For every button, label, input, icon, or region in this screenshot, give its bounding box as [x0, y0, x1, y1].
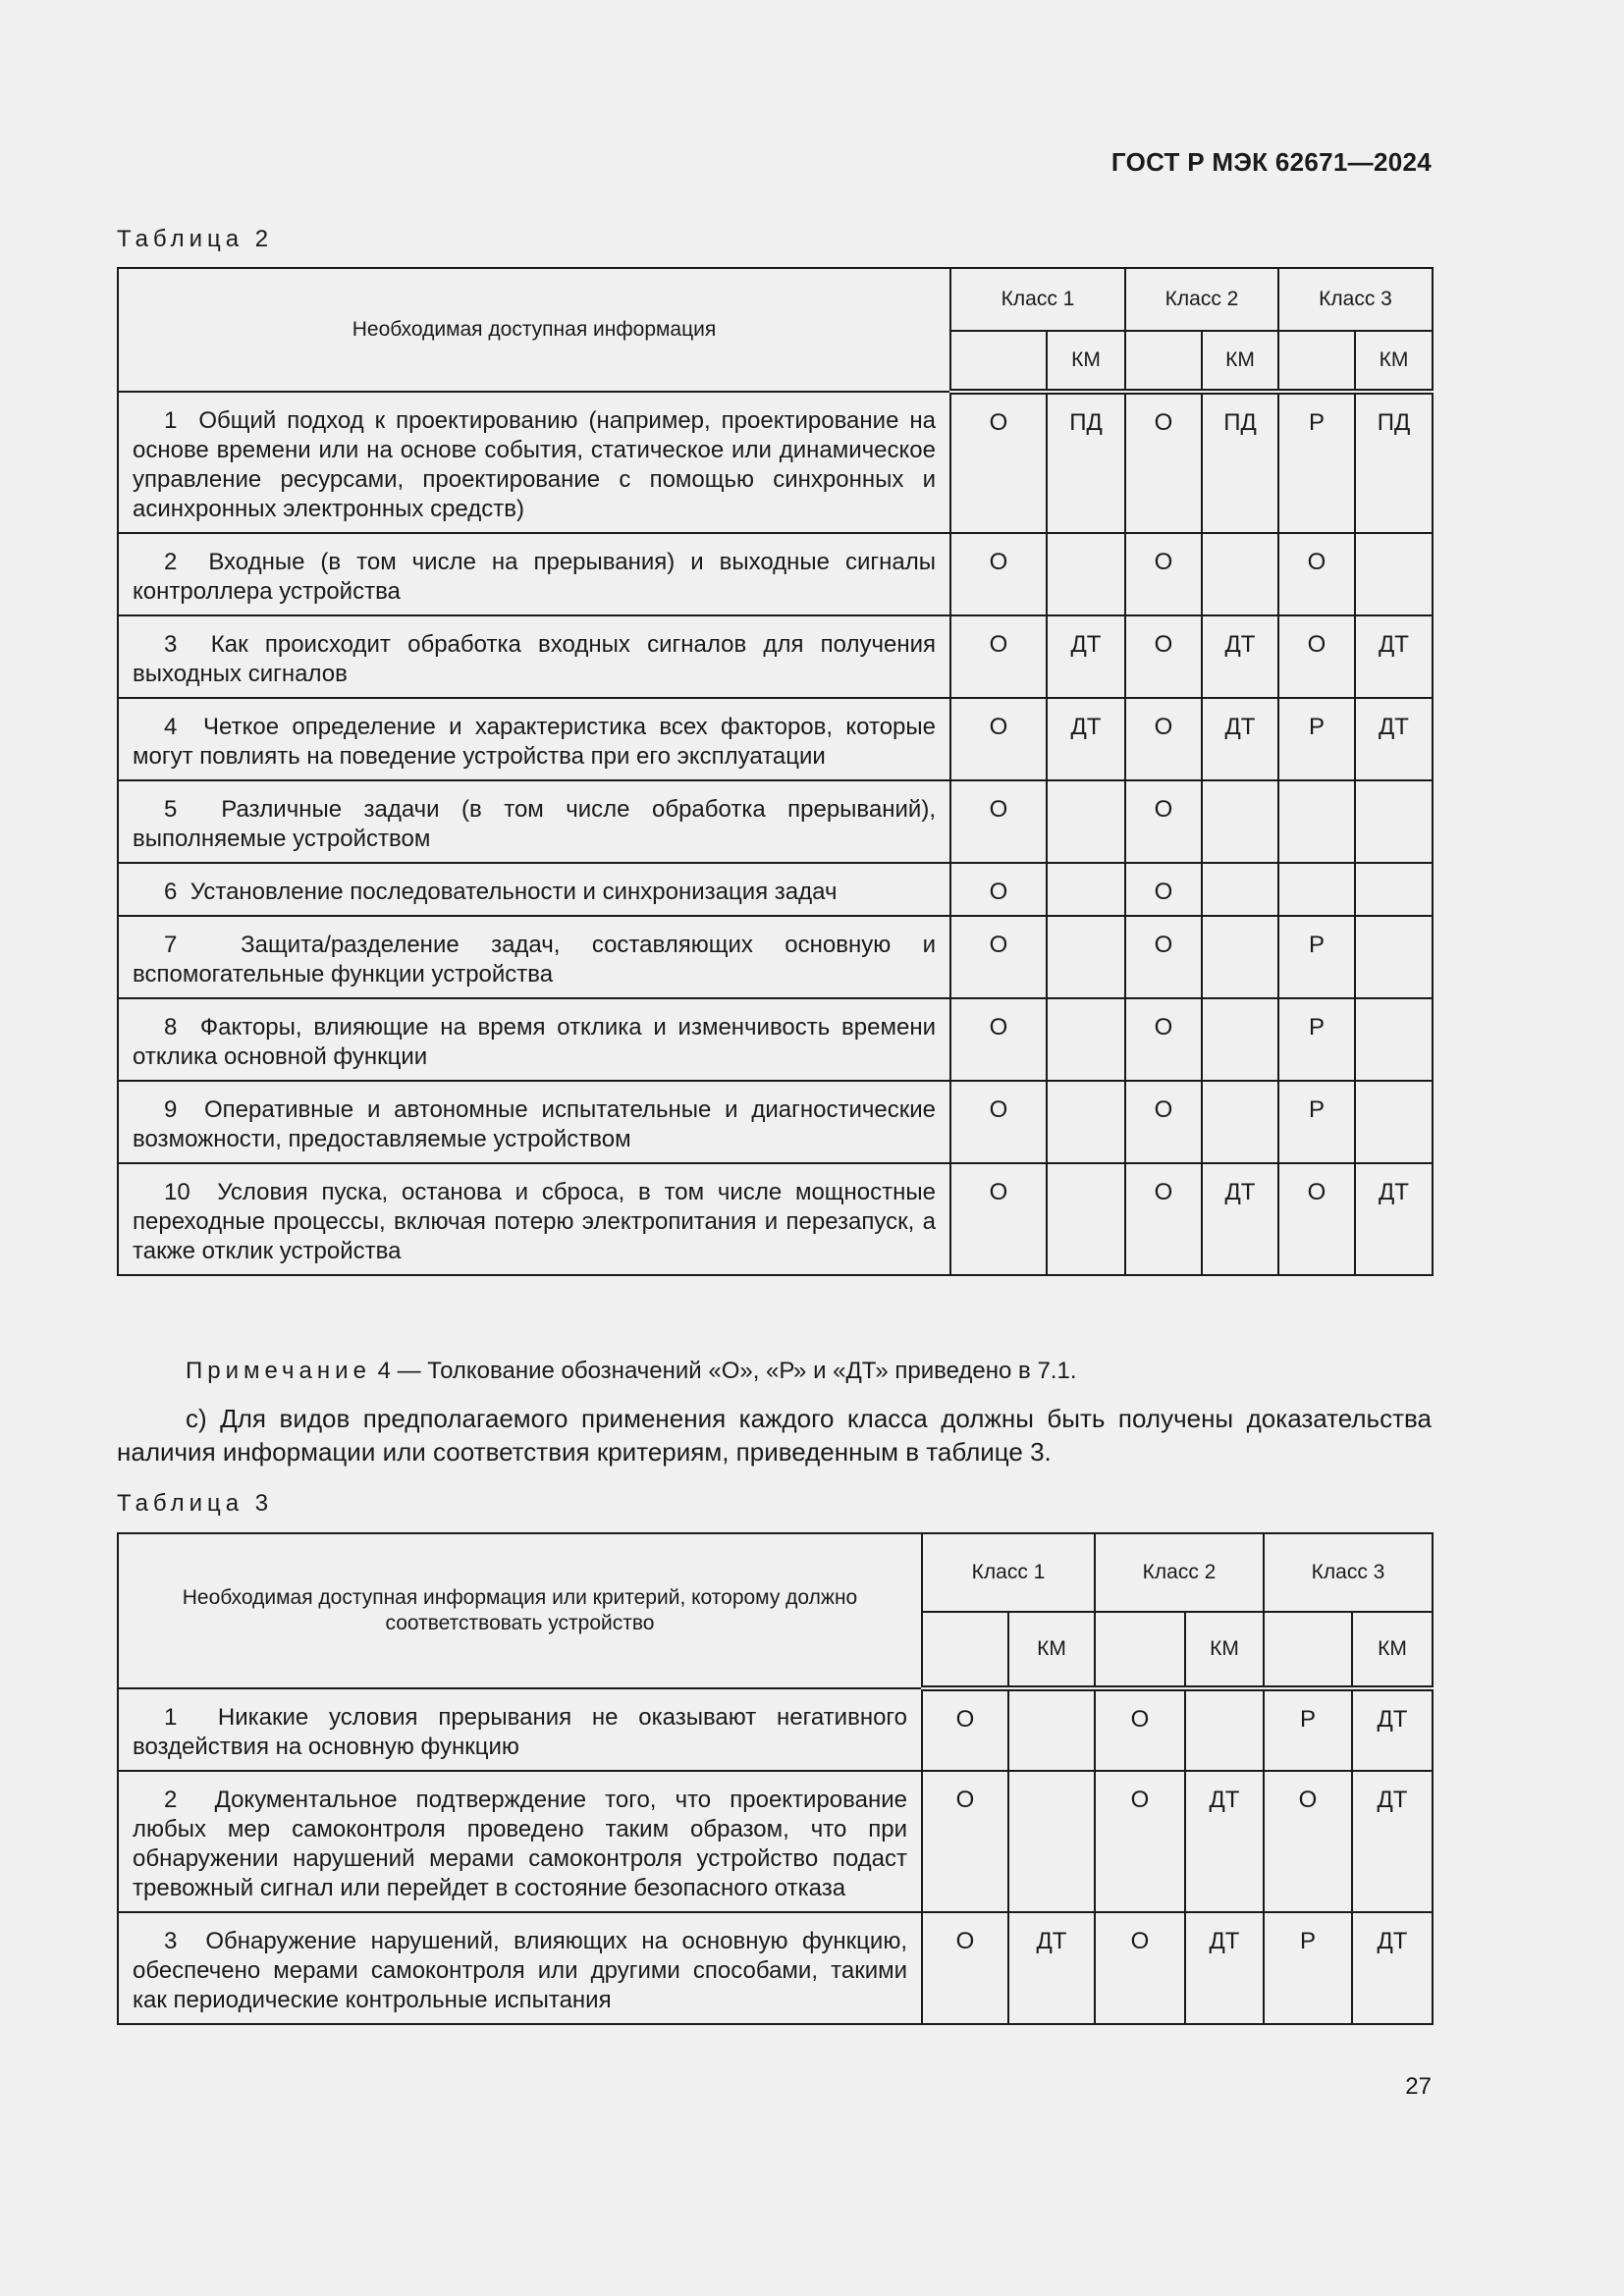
row-description: [118, 1081, 950, 1163]
row-value: ДТ: [1185, 1771, 1264, 1912]
row-text: Защита/разделение задач, составляющих основную и вспомогательные функции устройства: [133, 932, 936, 988]
row-value: Р: [1278, 916, 1355, 998]
row-value: [1202, 1081, 1278, 1163]
row-value: О: [950, 1081, 1047, 1163]
row-value: [1355, 780, 1433, 863]
table-2: [117, 267, 1434, 1276]
table-row: [118, 1081, 1433, 1163]
row-text: Факторы, влияющие на время отклика и изменчивость времени отклика основной функции: [133, 1014, 936, 1070]
row-text: Как происходит обработка входных сигналов для получения выходных сигналов: [133, 631, 936, 687]
row-description: [118, 998, 950, 1081]
table2-header-info: Необходимая доступная информация: [118, 268, 950, 392]
table2-subheader-km: КМ: [1355, 331, 1433, 392]
row-value: [1278, 780, 1355, 863]
row-number: 3: [164, 1928, 178, 1954]
row-value: О: [1125, 615, 1202, 698]
row-value: О: [950, 392, 1047, 533]
row-value: О: [950, 615, 1047, 698]
row-value: ДТ: [1008, 1912, 1095, 2024]
row-value: О: [1125, 1163, 1202, 1275]
row-text: Оперативные и автономные испытательные и диагностические возможности, предоставляемые устройством: [133, 1096, 936, 1152]
row-value: Р: [1278, 392, 1355, 533]
table3-subheader-blank: [1264, 1612, 1352, 1688]
row-value: Р: [1264, 1688, 1352, 1771]
row-value: [1355, 916, 1433, 998]
table3-header-info: Необходимая доступная информация или критерий, которому должно соответствовать устройство: [118, 1533, 922, 1688]
table-row: [118, 533, 1433, 615]
row-value: ДТ: [1047, 615, 1125, 698]
row-value: О: [950, 780, 1047, 863]
table-row: [118, 916, 1433, 998]
table3-subheader-km: КМ: [1352, 1612, 1433, 1688]
row-description: [118, 863, 950, 916]
row-value: О: [1095, 1688, 1185, 1771]
row-value: [1355, 1081, 1433, 1163]
table2-header-class2: Класс 2: [1125, 268, 1278, 331]
row-value: О: [1278, 615, 1355, 698]
row-value: О: [1125, 698, 1202, 780]
row-number: 2: [164, 1787, 178, 1813]
row-value: [1047, 533, 1125, 615]
row-value: О: [950, 916, 1047, 998]
row-value: ДТ: [1047, 698, 1125, 780]
row-value: [1355, 533, 1433, 615]
row-value: [1008, 1688, 1095, 1771]
table3-subheader-km: КМ: [1185, 1612, 1264, 1688]
row-value: ПД: [1047, 392, 1125, 533]
row-text: Различные задачи (в том числе обработка прерываний), выполняемые устройством: [133, 796, 936, 852]
table2-subheader-blank: [950, 331, 1047, 392]
table-row: [118, 392, 1433, 533]
row-value: О: [1125, 863, 1202, 916]
row-value: [1047, 1163, 1125, 1275]
row-description: [118, 1163, 950, 1275]
table3-header-class2: Класс 2: [1095, 1533, 1264, 1612]
row-value: О: [1278, 1163, 1355, 1275]
table-3: [117, 1532, 1434, 2025]
row-text: Никакие условия прерывания не оказывают негативного воздействия на основную функцию: [133, 1704, 907, 1760]
row-value: О: [1264, 1771, 1352, 1912]
row-number: 6: [164, 879, 178, 905]
row-number: 2: [164, 549, 178, 575]
row-value: ДТ: [1202, 1163, 1278, 1275]
row-value: Р: [1278, 698, 1355, 780]
table3-subheader-blank: [922, 1612, 1008, 1688]
row-text: Документальное подтверждение того, что проектирование любых мер самоконтроля проведено таким образом, что при обнаружении нарушений мерами самоконтроля устройство подаст тревожный сигнал или перейдет в состояние безопасного отказа: [133, 1787, 907, 1901]
row-value: О: [950, 533, 1047, 615]
table-row: [118, 780, 1433, 863]
row-value: О: [1125, 916, 1202, 998]
row-description: [118, 1912, 922, 2024]
row-number: 3: [164, 631, 178, 658]
table3-header-class3: Класс 3: [1264, 1533, 1433, 1612]
row-value: [1047, 1081, 1125, 1163]
row-value: О: [1125, 392, 1202, 533]
row-text: Установление последовательности и синхронизация задач: [189, 879, 838, 905]
row-value: [1355, 998, 1433, 1081]
row-value: ДТ: [1185, 1912, 1264, 2024]
row-value: О: [1278, 533, 1355, 615]
table2-subheader-blank: [1125, 331, 1202, 392]
table3-header-class1: Класс 1: [922, 1533, 1095, 1612]
row-value: [1202, 916, 1278, 998]
table2-subheader-km: КМ: [1047, 331, 1125, 392]
table-row: [118, 1912, 1433, 2024]
table2-header-class1: Класс 1: [950, 268, 1125, 331]
row-value: [1202, 533, 1278, 615]
row-number: 7: [164, 932, 178, 958]
note-text: 4 — Толкование обозначений «О», «Р» и «ДТ» приведено в 7.1.: [377, 1358, 1077, 1384]
table-row: [118, 1163, 1433, 1275]
row-description: [118, 1688, 922, 1771]
page-number: 27: [1405, 2073, 1432, 2100]
row-value: [1047, 998, 1125, 1081]
row-value: О: [1125, 998, 1202, 1081]
row-value: [1047, 780, 1125, 863]
document-header: ГОСТ Р МЭК 62671—2024: [1110, 147, 1432, 177]
table-row: [118, 998, 1433, 1081]
row-value: О: [922, 1688, 1008, 1771]
row-number: 8: [164, 1014, 178, 1041]
row-value: О: [1125, 533, 1202, 615]
row-value: О: [1125, 1081, 1202, 1163]
note-4: [117, 1355, 1432, 1388]
table-row: [118, 615, 1433, 698]
row-value: ДТ: [1352, 1771, 1433, 1912]
row-description: [118, 916, 950, 998]
paragraph-c: с) Для видов предполагаемого применения каждого класса должны быть получены доказательства наличия информации или соответствия критериям, приведенным в таблице 3.: [117, 1404, 1432, 1467]
table-row: [118, 1688, 1433, 1771]
row-description: [118, 1771, 922, 1912]
row-value: О: [922, 1912, 1008, 2024]
row-value: Р: [1278, 1081, 1355, 1163]
row-number: 9: [164, 1096, 178, 1123]
row-value: [1202, 863, 1278, 916]
row-text: Входные (в том числе на прерывания) и выходные сигналы контроллера устройства: [133, 549, 936, 605]
row-value: [1355, 863, 1433, 916]
row-value: О: [950, 998, 1047, 1081]
row-text: Четкое определение и характеристика всех факторов, которые могут повлиять на поведение устройства при его эксплуатации: [133, 714, 937, 770]
row-text: Обнаружение нарушений, влияющих на основную функцию, обеспечено мерами самоконтроля или другими способами, такими как периодические контрольные испытания: [133, 1928, 907, 2013]
table2-header-class3: Класс 3: [1278, 268, 1433, 331]
row-number: 1: [164, 1704, 178, 1731]
row-value: [1278, 863, 1355, 916]
row-value: О: [1095, 1771, 1185, 1912]
table3-subheader-blank: [1095, 1612, 1185, 1688]
table-row: [118, 698, 1433, 780]
row-value: Р: [1264, 1912, 1352, 2024]
row-value: [1047, 916, 1125, 998]
row-description: [118, 533, 950, 615]
row-value: О: [1125, 780, 1202, 863]
row-description: [118, 698, 950, 780]
row-value: ДТ: [1352, 1688, 1433, 1771]
row-value: [1202, 998, 1278, 1081]
row-description: [118, 615, 950, 698]
row-text: Условия пуска, останова и сброса, в том числе мощностные переходные процессы, включая потерю электропитания и перезапуск, а также отклик устройства: [133, 1179, 936, 1264]
note-label: Примечание: [186, 1358, 371, 1384]
row-value: [1185, 1688, 1264, 1771]
table3-subheader-km: КМ: [1008, 1612, 1095, 1688]
table-row: [118, 1771, 1433, 1912]
table3-caption: Таблица 3: [117, 1490, 274, 1517]
row-value: О: [950, 698, 1047, 780]
row-text: Общий подход к проектированию (например, проектирование на основе времени или на основе события, статическое или динамическое управление ресурсами, проектирование с помощью синхронных и асинхронных электронных средств): [133, 407, 936, 522]
row-number: 1: [164, 407, 178, 434]
row-value: [1202, 780, 1278, 863]
row-value: ДТ: [1202, 698, 1278, 780]
row-value: ДТ: [1202, 615, 1278, 698]
row-value: ПД: [1202, 392, 1278, 533]
row-value: О: [922, 1771, 1008, 1912]
row-value: О: [950, 863, 1047, 916]
row-value: ДТ: [1352, 1912, 1433, 2024]
row-value: ПД: [1355, 392, 1433, 533]
row-number: 4: [164, 714, 178, 740]
row-value: ДТ: [1355, 615, 1433, 698]
row-value: [1047, 863, 1125, 916]
row-value: ДТ: [1355, 1163, 1433, 1275]
row-value: О: [1095, 1912, 1185, 2024]
row-description: [118, 780, 950, 863]
row-number: 5: [164, 796, 178, 823]
table2-caption: Таблица 2: [117, 226, 274, 252]
row-value: Р: [1278, 998, 1355, 1081]
row-description: [118, 392, 950, 533]
row-value: О: [950, 1163, 1047, 1275]
table2-subheader-km: КМ: [1202, 331, 1278, 392]
table2-subheader-blank: [1278, 331, 1355, 392]
table-row: [118, 863, 1433, 916]
row-value: [1008, 1771, 1095, 1912]
row-value: ДТ: [1355, 698, 1433, 780]
row-number: 10: [164, 1179, 190, 1205]
